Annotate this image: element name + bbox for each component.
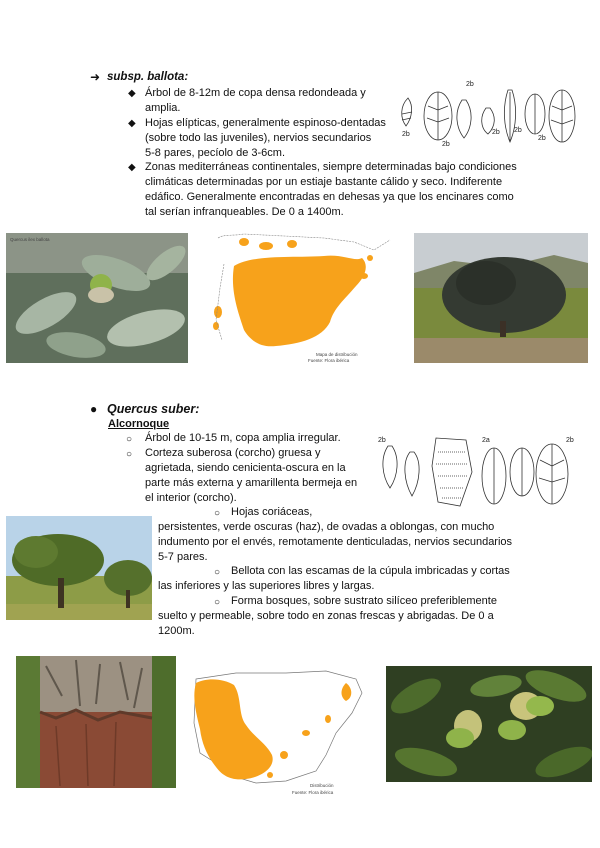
s2-item2-line2: agrietada, siendo cenicienta-oscura en la	[145, 462, 346, 474]
ballota-leaves-illustration	[396, 78, 582, 154]
diamond-bullet-icon: ◆	[128, 162, 136, 173]
s2-item2-line4: el interior (corcho).	[145, 492, 237, 504]
suber-distribution-map	[186, 663, 370, 799]
section2-title: Quercus suber:	[107, 402, 200, 416]
circle-bullet-icon: ○	[214, 597, 221, 608]
leaf-label: 2b	[492, 129, 500, 136]
suber-trees-photo	[6, 516, 152, 620]
leaf-label: 2b	[466, 81, 474, 88]
ballota-distribution-map	[204, 228, 394, 368]
s2-item3-line2: persistentes, verde oscuras (haz), de ovadas a oblongas, con mucho	[158, 521, 495, 533]
circle-bullet-icon: ○	[214, 567, 221, 578]
s2-item1-line1: Árbol de 10-15 m, copa amplia irregular.	[145, 432, 341, 444]
common-name: Alcornoque	[108, 418, 170, 430]
s1-item2-line1: Hojas elípticas, generalmente espinoso-dentadas	[145, 117, 386, 129]
photo-caption: Quercus ilex ballota	[10, 237, 50, 242]
map-caption: Fuente: Flora ibérica	[308, 358, 350, 363]
diamond-bullet-icon: ◆	[128, 118, 136, 129]
leaf-label: 2b	[442, 141, 450, 148]
suber-leaves-illustration	[376, 432, 582, 512]
s2-item4-line1: Bellota con las escamas de la cúpula imbricadas y cortas	[231, 565, 510, 577]
s1-item2-line3: 5-8 pares, pecíolo de 3-6cm.	[145, 147, 286, 159]
suber-acorns-photo	[386, 666, 592, 782]
s2-item3-line4: 5-7 pares.	[158, 551, 208, 563]
leaf-label: 2a	[482, 437, 490, 444]
map-caption: Mapa de distribución	[316, 352, 358, 357]
diamond-bullet-icon: ◆	[128, 88, 136, 99]
section1-title: subsp. ballota:	[107, 71, 189, 83]
s1-item3-line4: tal serían infranqueables. De 0 a 1400m.	[145, 206, 344, 218]
arrow-icon: ➜	[90, 70, 101, 84]
s1-item1-line1: Árbol de 8-12m de copa densa redondeada y	[145, 87, 366, 99]
section2-bullet-icon: ●	[90, 402, 98, 416]
ballota-tree-photo	[414, 233, 588, 363]
s2-item3-line3: indumento por el envés, remotamente denticuladas, nervios secundarios	[158, 536, 513, 548]
s2-item5-line3: 1200m.	[158, 625, 195, 637]
s2-item5-line1: Forma bosques, sobre sustrato silíceo preferiblemente	[231, 595, 497, 607]
s2-item2-line3: parte más externa y amarillenta bermeja en	[145, 477, 358, 489]
s2-item5-line2: suelto y permeable, sobre todo en zonas frescas y abrigadas. De 0 a	[158, 610, 494, 622]
s1-item3-line3: edáfico. Generalmente encontradas en dehesas ya que los encinares como	[145, 191, 514, 203]
leaf-label: 2b	[566, 437, 574, 444]
leaf-label: 2b	[514, 127, 522, 134]
circle-bullet-icon: ○	[126, 449, 133, 460]
s2-item3-line1: Hojas coriáceas,	[231, 506, 313, 518]
circle-bullet-icon: ○	[126, 434, 133, 445]
s1-item1-line2: amplia.	[145, 102, 181, 114]
s1-item2-line2: (sobre todo las juveniles), nervios secundarios	[145, 132, 372, 144]
map-caption: Distribución	[310, 783, 334, 788]
ballota-leaves-photo	[6, 233, 188, 363]
cork-bark-photo	[16, 656, 176, 788]
map-caption: Fuente: Flora ibérica	[292, 790, 334, 795]
circle-bullet-icon: ○	[214, 508, 221, 519]
s1-item3-line1: Zonas mediterráneas continentales, siempre determinadas bajo condiciones	[145, 161, 517, 173]
s2-item4-line2: las inferiores y las superiores libres y largas.	[158, 580, 375, 592]
s1-item3-line2: climáticas determinadas por un estiaje bastante cálido y seco. Indiferente	[145, 176, 503, 188]
leaf-label: 2b	[378, 437, 386, 444]
s2-item2-line1: Corteza suberosa (corcho) gruesa y	[145, 447, 321, 459]
leaf-label: 2b	[538, 135, 546, 142]
leaf-label: 2b	[402, 131, 410, 138]
